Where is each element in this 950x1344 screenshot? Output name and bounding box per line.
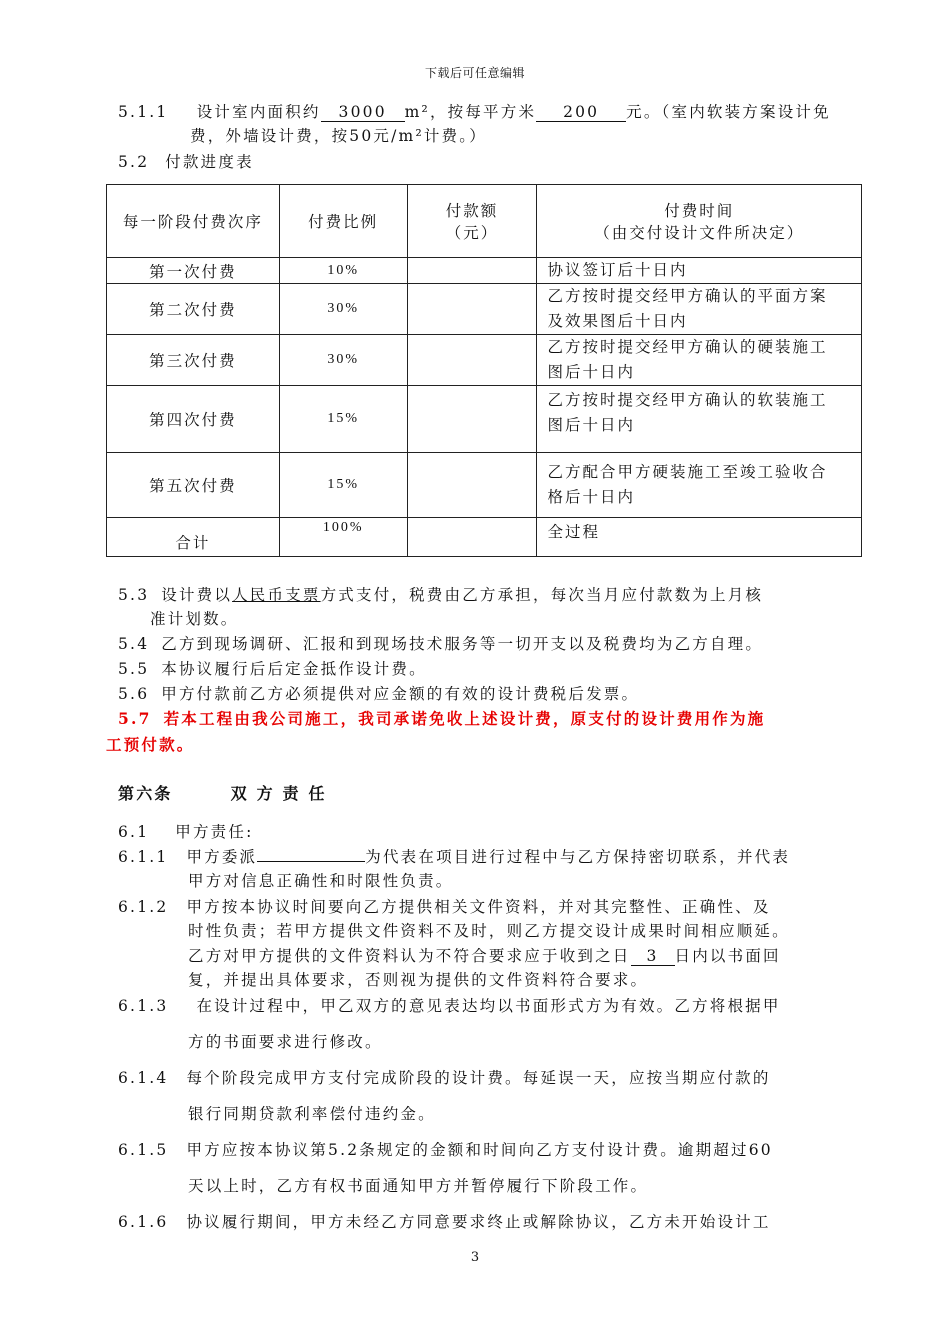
area-blank: 3000 bbox=[321, 103, 405, 122]
header-amount: 付款额 （元） bbox=[407, 185, 537, 258]
clause-5-4: 5.4 乙方到现场调研、汇报和到现场技术服务等一切开支以及税费均为乙方自理。 bbox=[118, 635, 764, 653]
table-row: 第三次付费 30% 乙方按时提交经甲方确认的硬装施工 图后十日内 bbox=[107, 335, 862, 386]
clause-5-7: 5.7 若本工程由我公司施工，我司承诺免收上述设计费，原支付的设计费用作为施 bbox=[118, 709, 766, 728]
header-ratio: 付费比例 bbox=[279, 185, 407, 258]
clause-6-1-6: 6.1.6 协议履行期间，甲方未经乙方同意要求终止或解除协议，乙方未开始设计工 bbox=[118, 1213, 771, 1231]
days-blank: 3 bbox=[631, 947, 675, 966]
table-total-row: 合计 100% 全过程 bbox=[107, 518, 862, 557]
clause-6-1-1: 6.1.1 甲方委派 为代表在项目进行过程中与乙方保持密切联系，并代表 bbox=[118, 848, 791, 866]
table-header-row bbox=[107, 185, 862, 258]
clause-5-3-line2: 准计划数。 bbox=[150, 610, 239, 628]
clause-5-3: 5.3 设计费以人民币支票方式支付，税费由乙方承担，每次当月应付款数为上月核 bbox=[118, 586, 764, 604]
clause-6-1-1-line2: 甲方对信息正确性和时限性负责。 bbox=[188, 872, 454, 890]
clause-6-1-3-line2: 方的书面要求进行修改。 bbox=[188, 1033, 383, 1051]
representative-blank bbox=[257, 861, 365, 862]
header-time: 付费时间 （由交付设计文件所决定） bbox=[537, 185, 862, 258]
clause-5-6: 5.6 甲方付款前乙方必须提供对应金额的有效的设计费税后发票。 bbox=[118, 685, 640, 703]
clause-6-1-5: 6.1.5 甲方应按本协议第5.2条规定的金额和时间向乙方支付设计费。逾期超过60 bbox=[118, 1141, 773, 1159]
table-row: 第二次付费 30% 乙方按时提交经甲方确认的平面方案 及效果图后十日内 bbox=[107, 284, 862, 335]
clause-6-1-4: 6.1.4 每个阶段完成甲方支付完成阶段的设计费。每延误一天，应按当期应付款的 bbox=[118, 1069, 771, 1087]
table-title: 付款进度表 bbox=[165, 153, 254, 171]
clause-6-1-2-line4: 复，并提出具体要求，否则视为提供的文件资料符合要求。 bbox=[188, 971, 649, 989]
clause-6-1-2-line3: 乙方对甲方提供的文件资料认为不符合要求应于收到之日 3 日内以书面回 bbox=[188, 947, 781, 965]
payment-schedule-table bbox=[106, 184, 862, 557]
clause-5-7-line2: 工预付款。 bbox=[106, 735, 195, 754]
table-row: 第四次付费 15% 乙方按时提交经甲方确认的软装施工 图后十日内 bbox=[107, 386, 862, 453]
clause-5-1-1: 5.1.1 设计室内面积约 3000 m²，按每平方米 200 元。（室内软装方案设计免 bbox=[118, 103, 831, 121]
table-row: 第一次付费 10% 协议签订后十日内 bbox=[107, 258, 862, 284]
page-header: 下载后可任意编辑 bbox=[424, 66, 525, 80]
page-number: 3 bbox=[470, 1250, 480, 1265]
clause-6-1: 6.1 甲方责任: bbox=[118, 823, 254, 841]
table-row: 第五次付费 15% 乙方配合甲方硬装施工至竣工验收合 格后十日内 bbox=[107, 453, 862, 518]
clause-6-1-3: 6.1.3 在设计过程中，甲乙双方的意见表达均以书面形式方为有效。乙方将根据甲 bbox=[118, 997, 781, 1015]
clause-number: 5.1.1 bbox=[118, 103, 169, 121]
clause-6-1-5-line2: 天以上时，乙方有权书面通知甲方并暂停履行下阶段工作。 bbox=[188, 1177, 649, 1195]
clause-6-1-2: 6.1.2 甲方按本协议时间要向乙方提供相关文件资料，并对其完整性、正确性、及 bbox=[118, 898, 771, 916]
article-6-heading: 第六条 双 方 责 任 bbox=[118, 784, 327, 803]
clause-5-2: 5.2 付款进度表 bbox=[118, 153, 254, 171]
payment-method: 人民币支票 bbox=[232, 586, 321, 604]
clause-6-1-4-line2: 银行同期贷款利率偿付违约金。 bbox=[188, 1105, 436, 1123]
clause-5-1-1-line2: 费，外墙设计费，按50元/m²计费。） bbox=[190, 127, 487, 145]
price-blank: 200 bbox=[536, 103, 626, 122]
clause-5-5: 5.5 本协议履行后后定金抵作设计费。 bbox=[118, 660, 427, 678]
clause-6-1-2-line2: 时性负责；若甲方提供文件资料不及时，则乙方提交设计成果时间相应顺延。 bbox=[188, 922, 790, 940]
header-order: 每一阶段付费次序 bbox=[107, 185, 280, 258]
